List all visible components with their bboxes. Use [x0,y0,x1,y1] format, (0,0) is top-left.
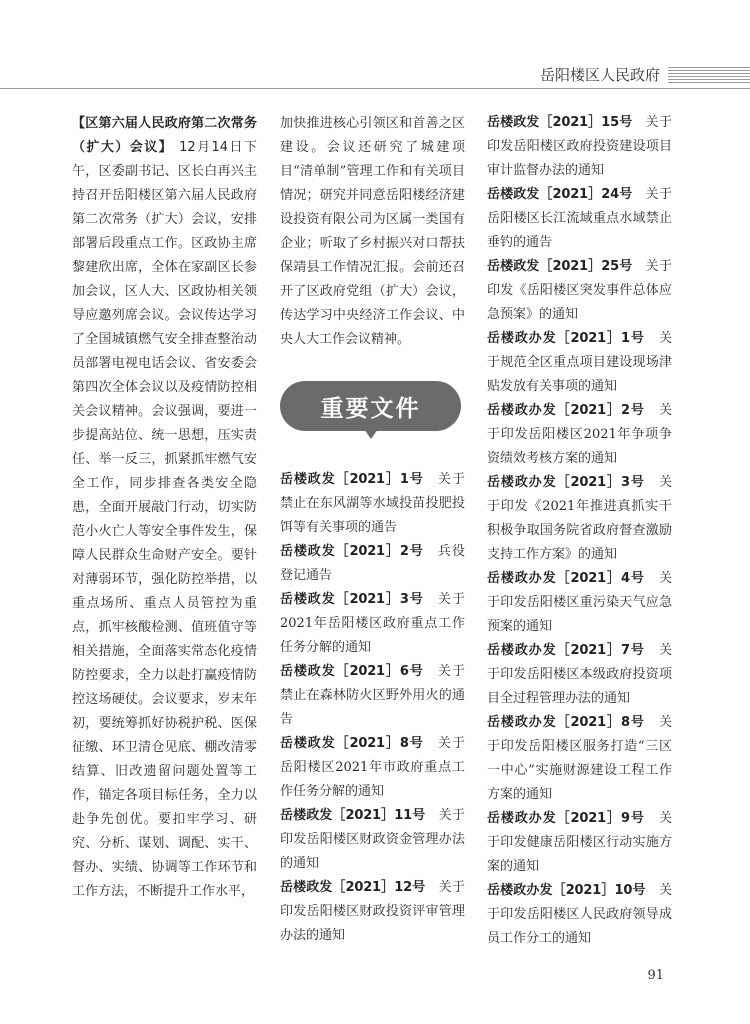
document-item [487,327,672,399]
document-title: 关于规范全区重点项目建设现场津贴发放有关事项的通知 [487,331,672,394]
meeting-date: 12月14日 [179,140,244,155]
document-code: 岳楼政办发［2021］7号 [487,643,645,658]
document-title: 兵役登记通告 [280,544,465,583]
document-title: 关于印发《2021年推进真抓实干积极争取国务院省政府督查激励支持工作方案》的通知 [487,475,672,562]
document-code: 岳楼政发［2021］12号 [280,880,426,895]
meeting-body-part-2: 加快推进核心引领区和首善之区建设。会议还研究了城建项目“清单制”管理工作和有关项目情况；研究并同意岳阳楼经济建设投资有限公司为区属一类国有企业；听取了乡村振兴对口帮扶保靖县工作情况汇报。会前还召开了区政府党组（扩大）会议，传达学习中央经济工作会议、中央人大工作会议精神。 [280,116,465,347]
document-code: 岳楼政办发［2021］3号 [487,475,645,490]
document-item [280,588,465,660]
document-code: 岳楼政发［2021］1号 [280,472,424,487]
page-number: 91 [647,968,664,983]
column-2 [280,112,465,352]
document-item [280,732,465,804]
document-item [487,711,672,807]
document-title: 关于印发岳阳楼区财政资金管理办法的通知 [280,808,465,871]
header-title: 岳阳楼区人民政府 [539,66,660,84]
document-title: 关于岳阳楼区2021年市政府重点工作任务分解的通知 [280,736,465,799]
document-title: 关于印发岳阳楼区本级政府投资项目全过程管理办法的通知 [487,643,672,706]
section-badge [280,381,461,439]
document-code: 岳楼政办发［2021］8号 [487,715,645,730]
document-list-column-3 [487,111,672,951]
document-item [280,876,465,948]
document-title: 关于岳阳楼区长江流域重点水域禁止垂钓的通告 [487,187,672,250]
section-badge-tail [364,429,378,439]
document-title: 关于印发岳阳楼区重污染天气应急预案的通知 [487,571,672,634]
running-header [0,58,750,92]
document-item [487,399,672,471]
document-item [487,255,672,327]
document-code: 岳楼政发［2021］6号 [280,664,424,679]
document-item [487,183,672,255]
document-code: 岳楼政办发［2021］9号 [487,811,645,826]
document-item [487,567,672,639]
meeting-body-part-1: 下午，区委副书记、区长白再兴主持召开岳阳楼区第六届人民政府第二次常务（扩大）会议，安排部署后段重点工作。区政协主席黎建欣出席，全体在家副区长参加会议，区人大、区政协相关领导应邀列席会议。会议传达学习了全国城镇燃气安全排查整治动员部署电视电话会议、省安委会第四次全体会议以及疫情防控相关会议精神。会议强调，要进一步提高站位、统一思想，压实责任、举一反三，抓紧抓牢燃气安全工作，同步排查各类安全隐患，全面开展敲门行动，切实防范小火亡人等安全事件发生，保障人民群众生命财产安全。要针对薄弱环节，强化防控举措，以重点场所、重点人员管控为重点，抓牢核酸检测、值班值守等相关措施，全面落实常态化疫情防控要求，全力以赴打赢疫情防控这场硬仗。会议要求，岁末年初，要统筹抓好协税护税、医保征缴、环卫清仓见底、棚改清零结算、旧改遗留问题处置等工作，锚定各项目标任务，全力以赴争先创优。要扣牢学习、研究、分析、谋划、调配、实干、督办、实绩、协调等工作环节和工作方法，不断提升工作水平， [72,140,257,899]
document-item [280,660,465,732]
document-item [280,804,465,876]
document-item [280,540,465,588]
document-title: 关于2021年岳阳楼区政府重点工作任务分解的通知 [280,592,465,655]
document-item [280,468,465,540]
document-title: 关于印发岳阳楼区服务打造“三区一中心”实施财源建设工程工作方案的通知 [487,715,672,802]
column-1 [72,112,257,904]
document-list-column-2 [280,468,465,948]
document-code: 岳楼政发［2021］15号 [487,115,633,130]
document-code: 岳楼政发［2021］25号 [487,259,633,274]
meeting-heading: 【区第六届人民政府第二次常务（扩大）会议】 [72,116,257,155]
document-title: 关于禁止在东风湖等水域投苗投肥投饵等有关事项的通告 [280,472,465,535]
document-code: 岳楼政发［2021］11号 [280,808,426,823]
document-item [487,639,672,711]
document-code: 岳楼政发［2021］2号 [280,544,424,559]
document-title: 关于禁止在森林防火区野外用火的通告 [280,664,465,727]
document-title: 关于印发岳阳楼区2021年争项争资绩效考核方案的通知 [487,403,672,466]
document-item [487,807,672,879]
document-code: 岳楼政发［2021］24号 [487,187,633,202]
document-title: 关于印发岳阳楼区人民政府领导成员工作分工的通知 [487,883,672,946]
document-title: 关于印发岳阳楼区财政投资评审管理办法的通知 [280,880,465,943]
document-title: 关于印发《岳阳楼区突发事件总体应急预案》的通知 [487,259,672,322]
document-code: 岳楼政办发［2021］10号 [487,883,646,898]
document-code: 岳楼政发［2021］8号 [280,736,424,751]
document-code: 岳楼政办发［2021］2号 [487,403,645,418]
document-code: 岳楼政办发［2021］4号 [487,571,645,586]
document-code: 岳楼政办发［2021］1号 [487,331,645,346]
document-title: 关于印发健康岳阳楼区行动实施方案的通知 [487,811,672,874]
document-item [487,111,672,183]
document-code: 岳楼政发［2021］3号 [280,592,424,607]
header-rule [0,88,750,89]
document-item [487,879,672,951]
document-title: 关于印发岳阳楼区政府投资建设项目审计监督办法的通知 [487,115,672,178]
section-title: 重要文件 [280,381,461,431]
header-stripes-decoration [668,67,750,85]
document-item [487,471,672,567]
